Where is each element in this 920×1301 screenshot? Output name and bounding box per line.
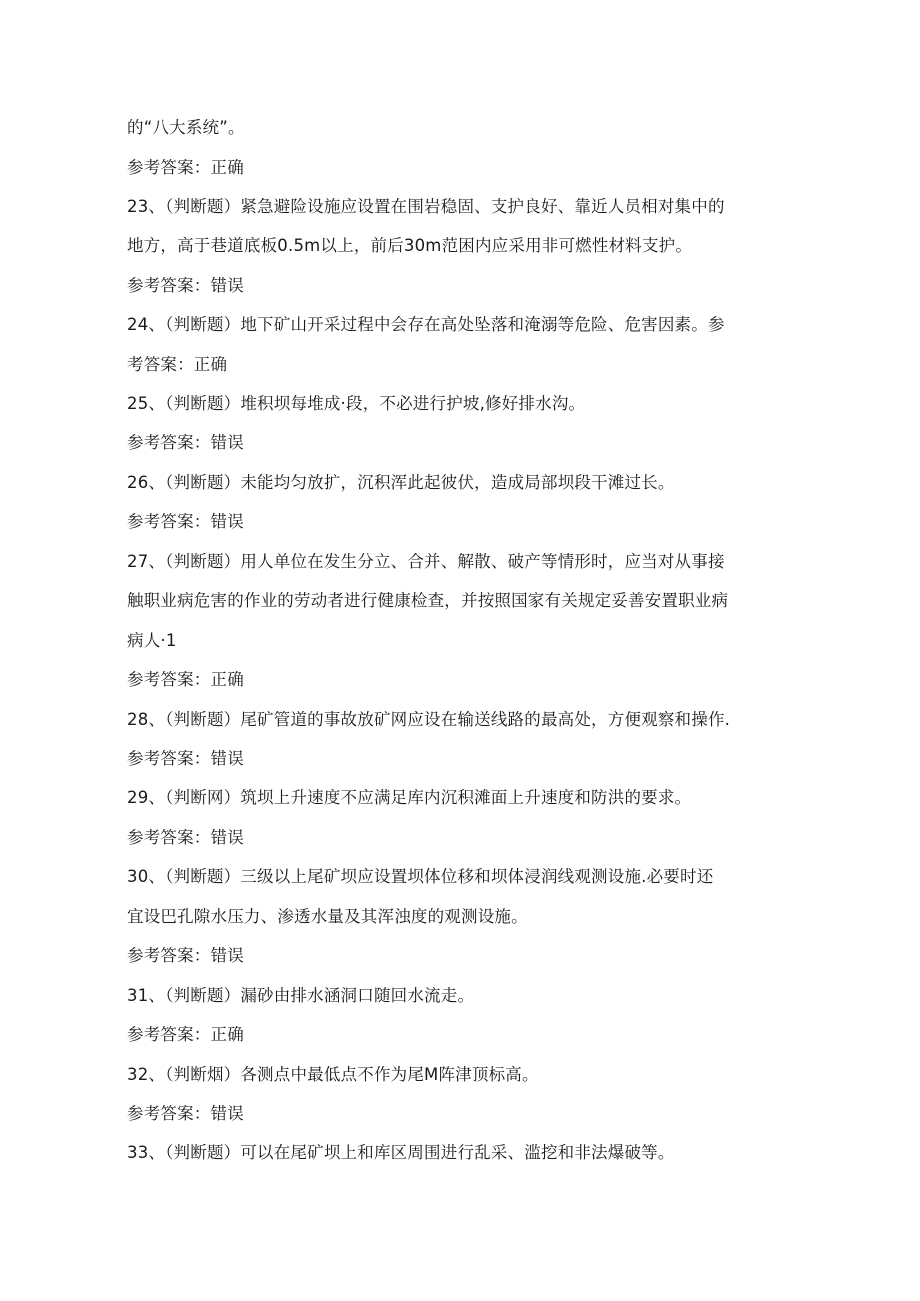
text-line: 触职业病危害的作业的劳动者进行健康检查，并按照国家有关规定妥善安置职业病	[127, 591, 729, 610]
question-line: 28、（判断题）尾矿管道的事故放矿网应设在输送线路的最高处，方便观察和操作.	[127, 710, 731, 729]
text-line: 病人·1	[127, 631, 177, 650]
text-line: 的“八大系统”。	[127, 118, 245, 137]
question-line: 26、（判断题）未能均匀放扩，沉积浑此起彼伏，造成局部坝段干滩过长。	[127, 473, 675, 492]
question-line: 32、（判断烟）各测点中最低点不作为尾M阵津顶标高。	[127, 1065, 539, 1084]
question-line: 23、（判断题）紧急避险设施应设置在围岩稳固、支护良好、靠近人员相对集中的	[127, 197, 725, 216]
question-line: 29、（判断网）筑坝上升速度不应满足库内沉积滩面上升速度和防洪的要求。	[127, 788, 692, 807]
text-line: 宜设巴孔隙水压力、渗透水量及其浑浊度的观测设施。	[127, 907, 528, 926]
answer-line: 参考答案：错误	[127, 828, 244, 847]
answer-line: 参考答案：错误	[127, 749, 244, 768]
answer-line: 参考答案：错误	[127, 946, 244, 965]
question-line: 25、（判断题）堆积坝每堆成·段，不必进行护坡,修好排水沟。	[127, 394, 586, 413]
answer-line: 参考答案：错误	[127, 1104, 244, 1123]
question-line: 27、（判断题）用人单位在发生分立、合并、解散、破产等情形时，应当对从事接	[127, 552, 725, 571]
answer-line: 参考答案：正确	[127, 1025, 244, 1044]
text-line: 考答案：正确	[127, 355, 228, 374]
question-line: 30、（判断题）三级以上尾矿坝应设置坝体位移和坝体浸润线观测设施.必要时还	[127, 867, 714, 886]
answer-line: 参考答案：正确	[127, 670, 244, 689]
question-line: 24、（判断题）地下矿山开采过程中会存在高处坠落和淹溺等危险、危害因素。参	[127, 315, 725, 334]
answer-line: 参考答案：正确	[127, 158, 244, 177]
answer-line: 参考答案：错误	[127, 512, 244, 531]
question-line: 33、（判断题）可以在尾矿坝上和库区周围进行乱采、滥挖和非法爆破等。	[127, 1143, 675, 1162]
answer-line: 参考答案：错误	[127, 276, 244, 295]
question-line: 31、（判断题）漏砂由排水涵洞口随回水流走。	[127, 986, 475, 1005]
answer-line: 参考答案：错误	[127, 433, 244, 452]
text-line: 地方，高于巷道底板0.5m以上，前后30m范困内应采用非可燃性材料支护。	[127, 236, 693, 255]
